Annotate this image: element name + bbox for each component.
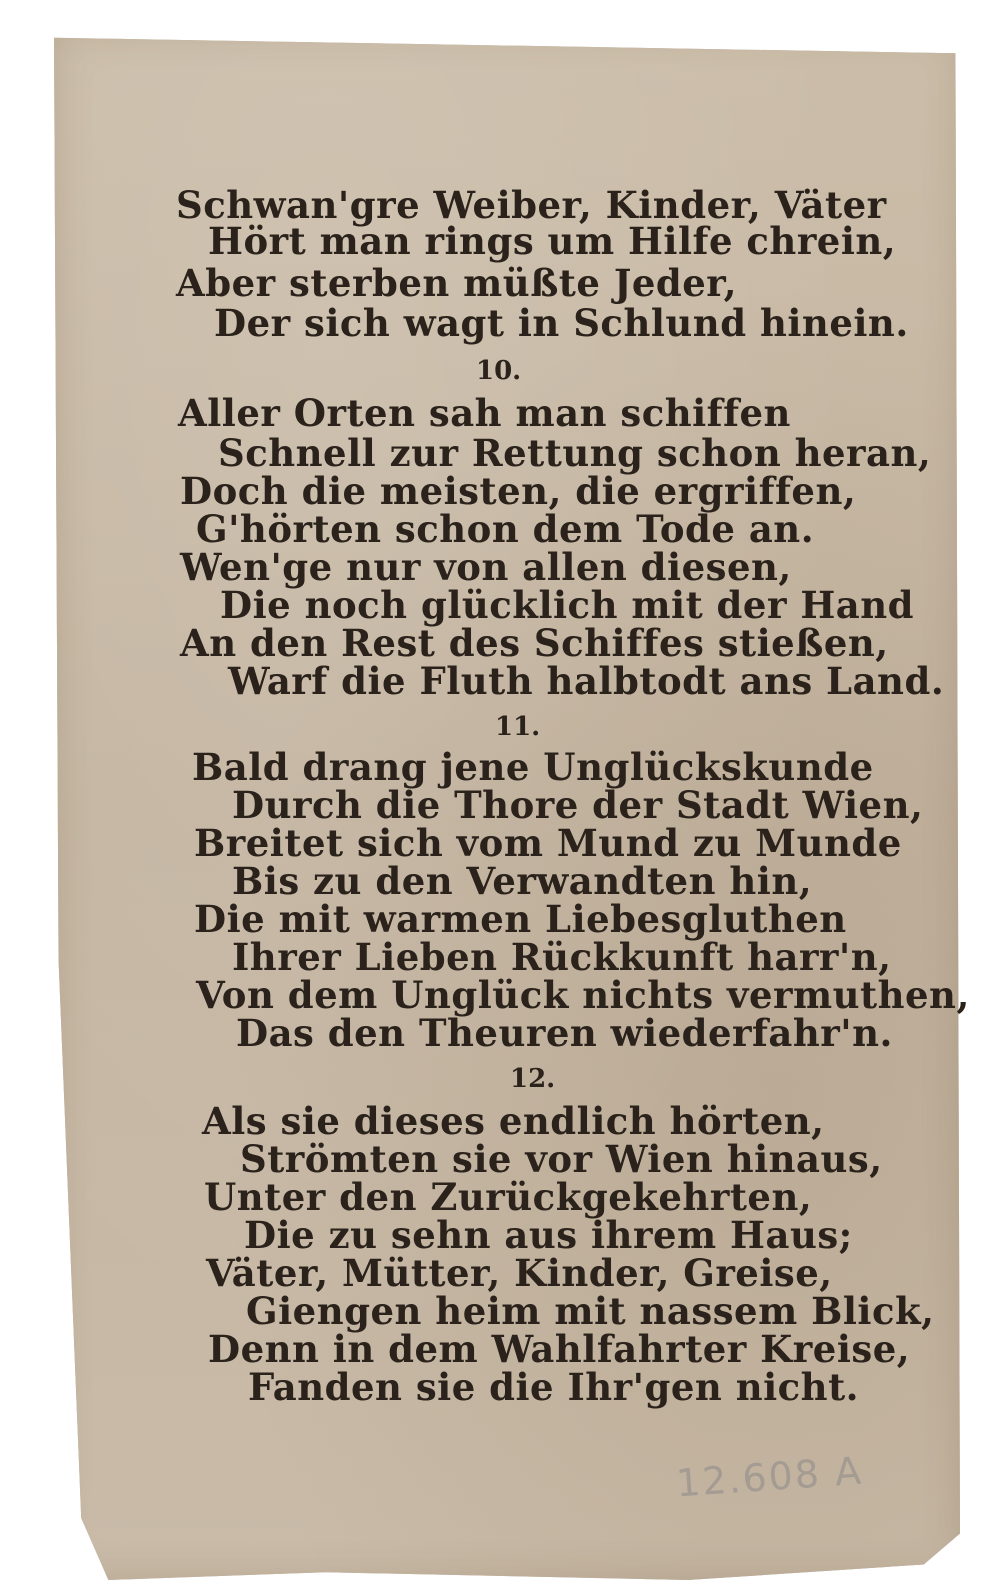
verse-line: Der sich wagt in Schlund hinein. [214, 301, 909, 345]
verse-line: Strömten sie vor Wien hinaus, [240, 1137, 883, 1181]
verse-line: Breitet sich vom Mund zu Munde [194, 821, 902, 865]
verse-line: G'hörten schon dem Tode an. [196, 507, 815, 551]
verse-line: Bis zu den Verwandten hin, [232, 859, 813, 903]
stanza-number-10: 10. [476, 356, 522, 386]
verse-line: Warf die Fluth halbtodt ans Land. [228, 659, 945, 703]
verse-line: Von dem Unglück nichts vermuthen, [196, 973, 970, 1017]
verse-line: Bald drang jene Unglückskunde [192, 745, 874, 789]
verse-line: Das den Theuren wiederfahr'n. [236, 1011, 893, 1055]
verse-line: Ihrer Lieben Rückkunft harr'n, [232, 935, 892, 979]
verse-line: Aber sterben müßte Jeder, [176, 261, 737, 305]
stanza-number-12: 12. [510, 1064, 556, 1094]
verse-line: Schwan'gre Weiber, Kinder, Väter [176, 183, 887, 227]
verse-line: Schnell zur Rettung schon heran, [218, 431, 932, 475]
verse-line: Hört man rings um Hilfe chrein, [208, 219, 897, 263]
verse-line: Aller Orten sah man schiffen [178, 391, 791, 435]
verse-line: Wen'ge nur von allen diesen, [180, 545, 792, 589]
verse-line: Als sie dieses endlich hörten, [202, 1099, 825, 1143]
verse-line: Doch die meisten, die ergriffen, [180, 469, 857, 513]
verse-line: Die mit warmen Liebesgluthen [194, 897, 847, 941]
verse-line: An den Rest des Schiffes stießen, [180, 621, 889, 665]
verse-line: Denn in dem Wahlfahrter Kreise, [208, 1327, 911, 1371]
verse-line: Durch die Thore der Stadt Wien, [232, 783, 924, 827]
verse-line: Unter den Zurückgekehrten, [204, 1175, 813, 1219]
verse-line: Fanden sie die Ihr'gen nicht. [248, 1365, 860, 1409]
verse-line: Die zu sehn aus ihrem Haus; [244, 1213, 853, 1257]
verse-line: Giengen heim mit nassem Blick, [246, 1289, 935, 1333]
verse-line: Väter, Mütter, Kinder, Greise, [206, 1251, 833, 1295]
stanza-number-11: 11. [495, 712, 541, 742]
shelfmark-annotation: 12.608 A [674, 1448, 865, 1506]
verse-line: Die noch glücklich mit der Hand [220, 583, 915, 627]
